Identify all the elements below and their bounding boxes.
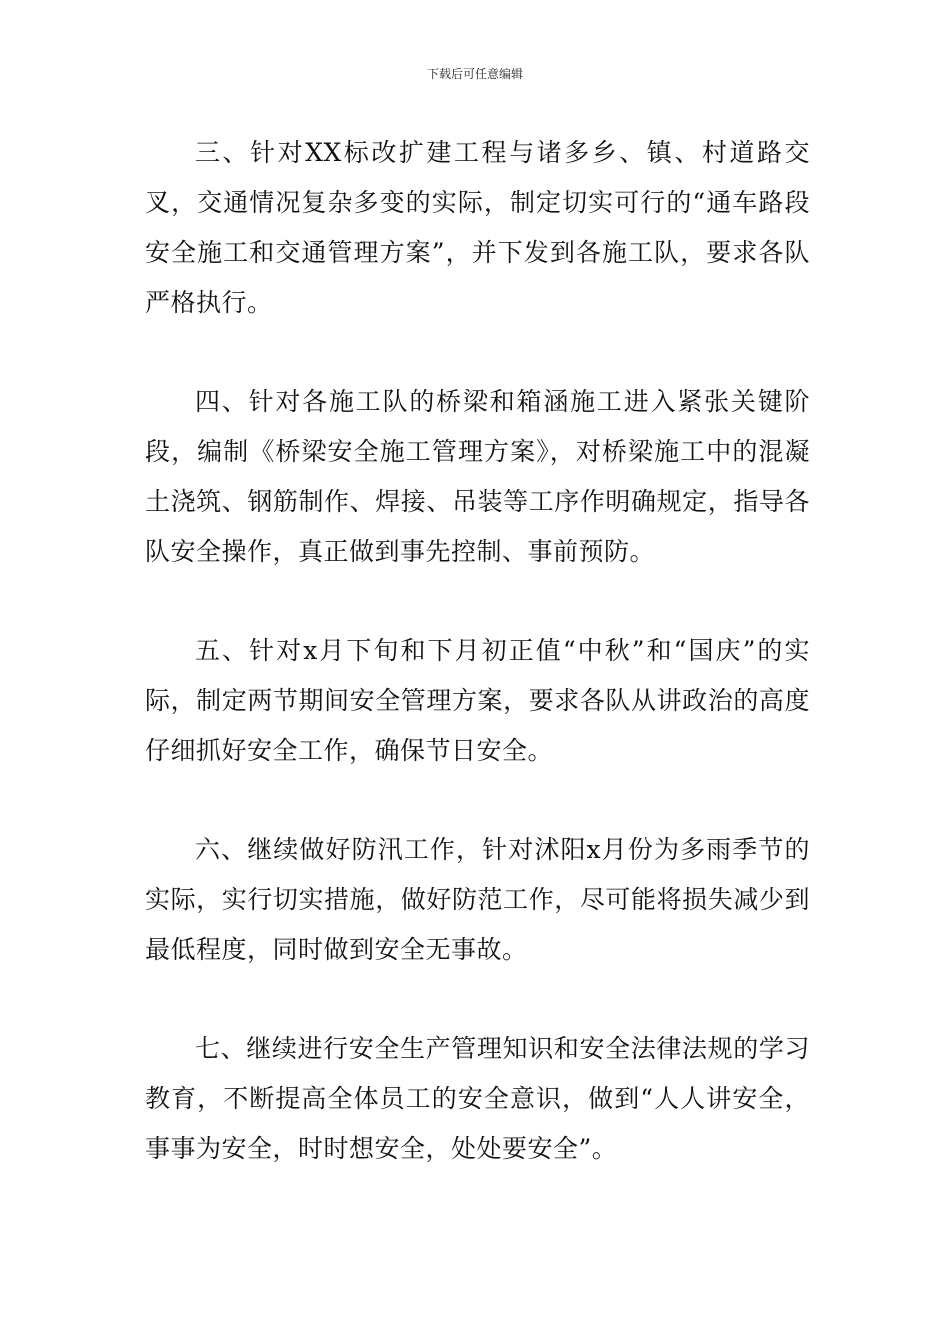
paragraph-5: 五、针对x月下旬和下月初正值“中秋”和“国庆”的实际，制定两节期间安全管理方案，要求各队从讲政治的高度仔细抓好安全工作，确保节日安全。 xyxy=(145,636,810,765)
paragraph-7: 七、继续进行安全生产管理知识和安全法律法规的学习教育，不断提高全体员工的安全意识，做到“人人讲安全，事事为安全，时时想安全，处处要安全”。 xyxy=(145,1034,810,1163)
paragraph-3: 三、针对XX标改扩建工程与诸多乡、镇、村道路交叉，交通情况复杂多变的实际，制定切实可行的“通车路段安全施工和交通管理方案”，并下发到各施工队，要求各队严格执行。 xyxy=(145,138,810,317)
paragraph-4: 四、针对各施工队的桥梁和箱涵施工进入紧张关键阶段，编制《桥梁安全施工管理方案》，对桥梁施工中的混凝土浇筑、钢筋制作、焊接、吊装等工序作明确规定，指导各队安全操作，真正做到事先控制、事前预防。 xyxy=(145,387,810,566)
document-body xyxy=(145,128,810,1174)
page-header-note: 下载后可任意编辑 xyxy=(426,67,523,81)
paragraph-6: 六、继续做好防汛工作，针对沭阳x月份为多雨季节的实际，实行切实措施，做好防范工作，尽可能将损失减少到最低程度，同时做到安全无事故。 xyxy=(145,835,810,964)
